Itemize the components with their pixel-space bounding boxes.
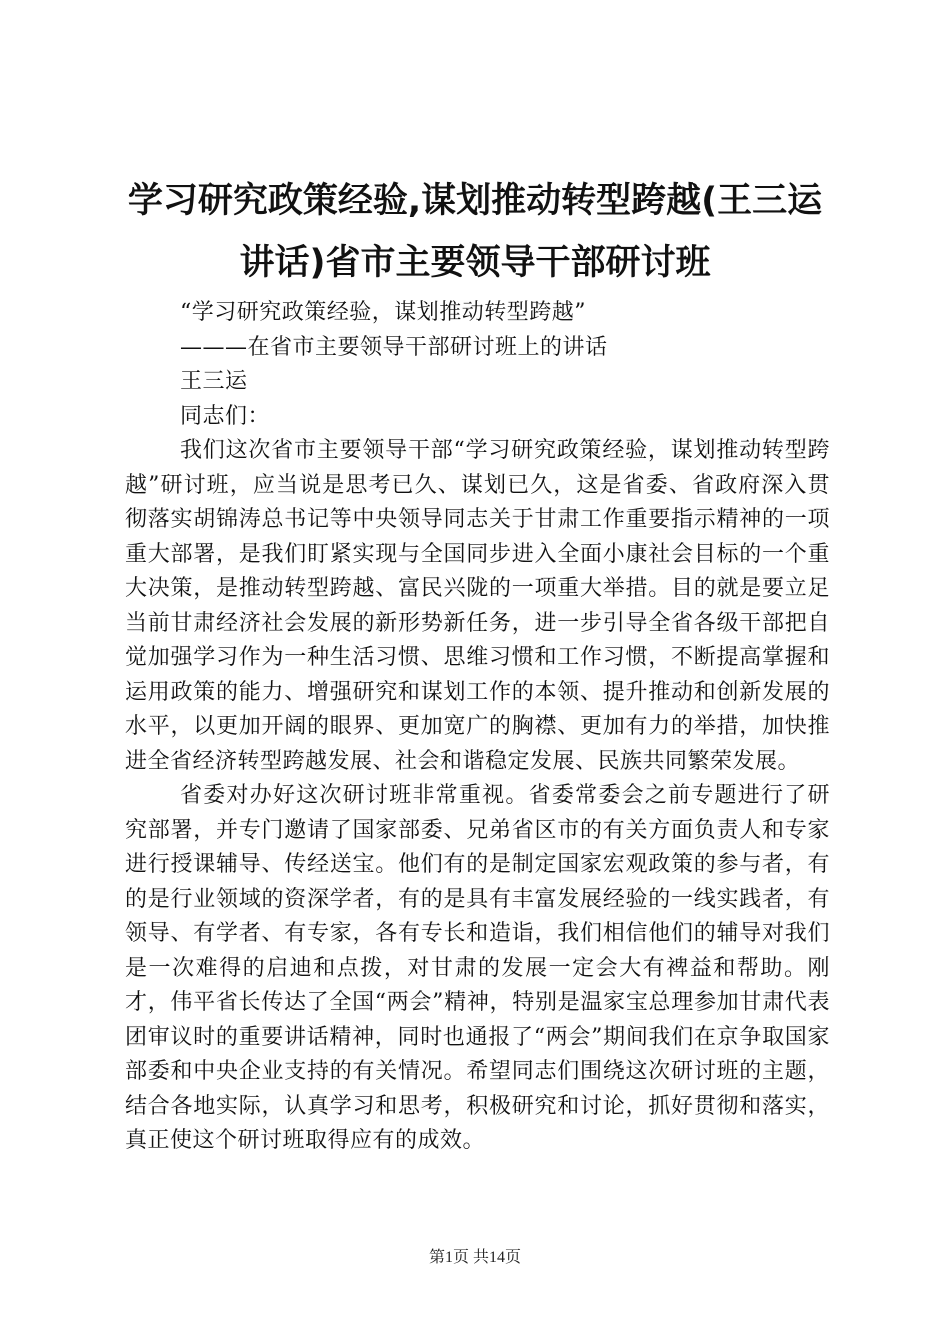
speech-quote-title: “学习研究政策经验，谋划推动转型跨越” [180, 300, 586, 325]
document-title [110, 170, 840, 294]
speech-subtitle: ———在省市主要领导干部研讨班上的讲话 [180, 334, 608, 360]
page-footer: 第1页 共14页 [428, 1249, 521, 1266]
paragraph-1: 我们这次省市主要领导干部“学习研究政策经验，谋划推动转型跨越”研讨班，应当说是思考已久、谋划已久，这是省委、省政府深入贯彻落实胡锦涛总书记等中央领导同志关于甘肃工作重要指示精神的一项重大部署，是我们盯紧实现与全国同步进入全面小康社会目标的一个重大决策，是推动转型跨越、富民兴陇的一项重大举措。目的就是要立足当前甘肃经济社会发展的新形势新任务，进一步引导全省各级干部把自觉加强学习作为一种生活习惯、思维习惯和工作习惯，不断提高掌握和运用政策的能力、增强研究和谋划工作的本领、提升推动和创新发展的水平，以更加开阔的眼界、更加宽广的胸襟、更加有力的举措，加快推进全省经济转型跨越发展、社会和谐稳定发展、民族共同繁荣发展。 [125, 438, 830, 774]
salutation: 同志们： [180, 403, 271, 429]
paragraph-2: 省委对办好这次研讨班非常重视。省委常委会之前专题进行了研究部署，并专门邀请了国家部委、兄弟省区市的有关方面负责人和专家进行授课辅导、传经送宝。他们有的是制定国家宏观政策的参与者，有的是行业领域的资深学者，有的是具有丰富发展经验的一线实践者，有领导、有学者、有专家，各有专长和造诣，我们相信他们的辅导对我们是一次难得的启迪和点拨，对甘肃的发展一定会大有裨益和帮助。刚才，伟平省长传达了全国“两会”精神，特别是温家宝总理参加甘肃代表团审议时的重要讲话精神，同时也通报了“两会”期间我们在京争取国家部委和中央企业支持的有关情况。希望同志们围绕这次研讨班的主题，结合各地实际，认真学习和思考，积极研究和讨论，抓好贯彻和落实，真正使这个研讨班取得应有的成效。 [125, 783, 830, 1153]
title-line-2: 讲话)省市主要领导干部研讨班 [239, 243, 711, 283]
speech-author: 王三运 [180, 369, 248, 394]
title-line-1: 学习研究政策经验,谋划推动转型跨越(王三运 [127, 181, 823, 221]
document-body [125, 296, 830, 1159]
